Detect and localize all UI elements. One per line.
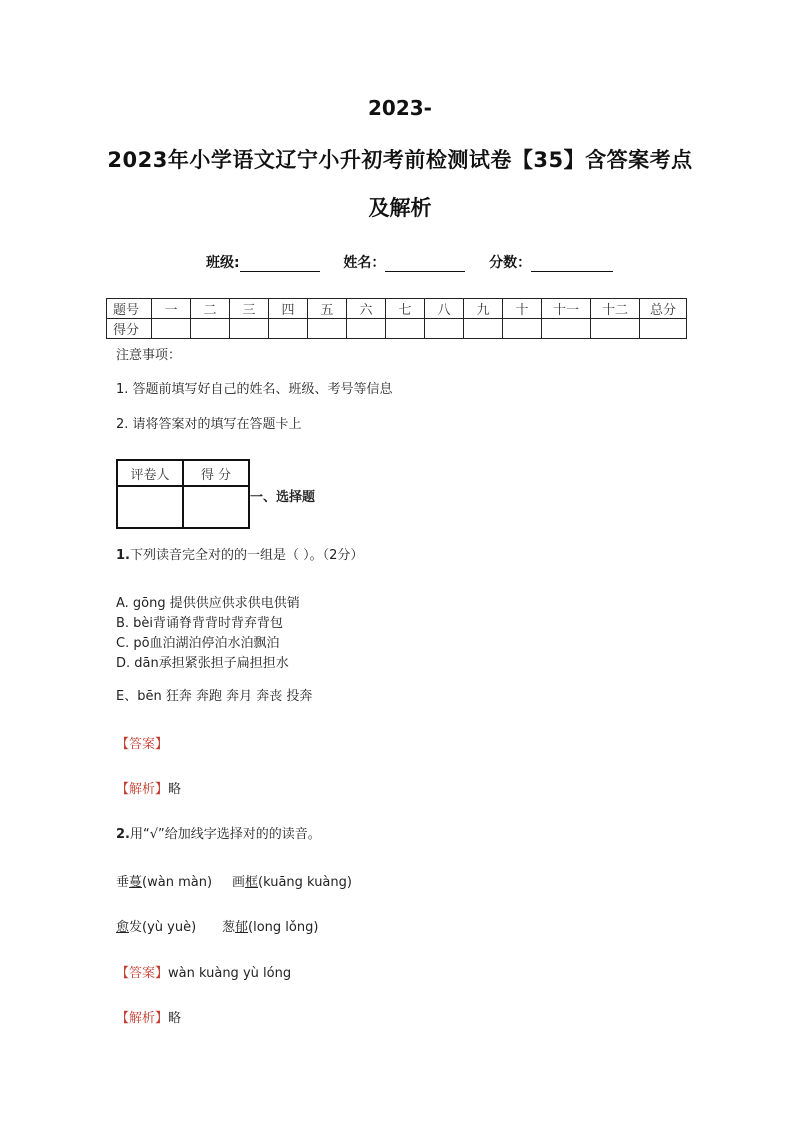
question-2-text: 用“√”给加线字选择对的的读音。 (129, 827, 321, 842)
pinyin-item-3 (116, 916, 196, 935)
question-2-answer (116, 962, 291, 981)
score-label: 分数： (489, 255, 532, 271)
header-cell: 十二 (591, 299, 640, 319)
score-field[interactable] (531, 256, 613, 272)
word-part: 画 (232, 875, 246, 890)
header-cell: 十一 (542, 299, 591, 319)
pinyin-options[interactable]: (wàn màn) (142, 875, 213, 890)
note-item-1: 1. 答题前填写好自己的姓名、班级、考号等信息 (116, 382, 393, 397)
score-cell[interactable] (191, 319, 230, 339)
score-cell[interactable] (425, 319, 464, 339)
question-2-stem (116, 823, 321, 842)
question-2-analysis (116, 1007, 181, 1026)
grader-score-label: 得 分 (183, 460, 249, 486)
score-table-header-row (107, 299, 687, 319)
header-cell: 总分 (640, 299, 687, 319)
header-cell: 七 (386, 299, 425, 319)
class-label: 班级: (206, 255, 240, 271)
title-line-3: 及解析 (368, 196, 432, 220)
title-line-1: 2023- (368, 96, 432, 120)
notes-heading: 注意事项： (116, 348, 182, 363)
section-title: 一、选择题 (250, 490, 316, 505)
analysis-text: 略 (168, 1011, 182, 1026)
title-line-2: 2023年小学语文辽宁小升初考前检测试卷【35】含答案考点 (107, 148, 693, 172)
score-cell[interactable] (347, 319, 386, 339)
question-1-analysis (116, 778, 181, 797)
analysis-label: 【解析】 (116, 1011, 169, 1026)
option-c: C. pō血泊湖泊停泊水泊飘泊 (116, 636, 280, 651)
header-cell: 十 (503, 299, 542, 319)
option-b: B. bèi背诵脊背背时背弃背包 (116, 616, 284, 631)
question-1-text: 下列读音完全对的的一组是（ ）。（2分） (129, 548, 364, 563)
header-cell: 二 (191, 299, 230, 319)
grader-name-cell[interactable] (117, 486, 183, 528)
score-cell[interactable] (542, 319, 591, 339)
header-cell: 三 (230, 299, 269, 319)
pinyin-options[interactable]: 发(yù yuè) (129, 920, 197, 935)
question-1-number: 1. (116, 548, 130, 563)
header-cell: 题号 (107, 299, 152, 319)
pinyin-options[interactable]: (kuāng kuàng) (258, 875, 352, 890)
score-cell[interactable] (152, 319, 191, 339)
header-cell: 八 (425, 299, 464, 319)
score-cell[interactable] (640, 319, 687, 339)
pinyin-options[interactable]: (long lǒng) (248, 920, 319, 935)
class-field[interactable] (240, 256, 320, 272)
question-1-stem (116, 544, 363, 563)
score-table-score-row (107, 319, 687, 339)
answer-text: wàn kuàng yù lóng (168, 966, 292, 981)
score-cell[interactable] (464, 319, 503, 339)
score-row-label: 得分 (107, 319, 152, 339)
score-cell[interactable] (230, 319, 269, 339)
grader-table (116, 459, 250, 529)
score-cell[interactable] (386, 319, 425, 339)
underlined-char: 郁 (235, 920, 249, 935)
header-cell: 四 (269, 299, 308, 319)
score-cell[interactable] (503, 319, 542, 339)
header-cell: 六 (347, 299, 386, 319)
answer-label: 【答案】 (116, 966, 169, 981)
grader-label: 评卷人 (117, 460, 183, 486)
word-part: 垂 (116, 875, 130, 890)
pinyin-item-4 (222, 916, 318, 935)
word-part: 葱 (222, 920, 236, 935)
score-table (106, 298, 687, 339)
score-cell[interactable] (269, 319, 308, 339)
note-item-2: 2. 请将答案对的填写在答题卡上 (116, 417, 302, 432)
header-cell: 五 (308, 299, 347, 319)
option-e: E、bēn 狂奔 奔跑 奔月 奔丧 投奔 (116, 689, 313, 704)
underlined-char: 愈 (116, 920, 130, 935)
score-cell[interactable] (591, 319, 640, 339)
score-cell[interactable] (308, 319, 347, 339)
underlined-char: 框 (245, 875, 259, 890)
option-a: A. gōng 提供供应供求供电供销 (116, 596, 300, 611)
underlined-char: 蔓 (129, 875, 143, 890)
grader-score-cell[interactable] (183, 486, 249, 528)
pinyin-item-2 (232, 871, 352, 890)
analysis-text: 略 (168, 782, 182, 797)
name-field[interactable] (385, 256, 465, 272)
name-label: 姓名： (343, 255, 386, 271)
student-info-line (206, 252, 613, 272)
header-cell: 一 (152, 299, 191, 319)
option-d: D. dān承担紧张担子扁担担水 (116, 656, 289, 671)
pinyin-item-1 (116, 871, 212, 890)
header-cell: 九 (464, 299, 503, 319)
question-1-answer-label: 【答案】 (116, 737, 169, 752)
question-2-number: 2. (116, 827, 130, 842)
analysis-label: 【解析】 (116, 782, 169, 797)
